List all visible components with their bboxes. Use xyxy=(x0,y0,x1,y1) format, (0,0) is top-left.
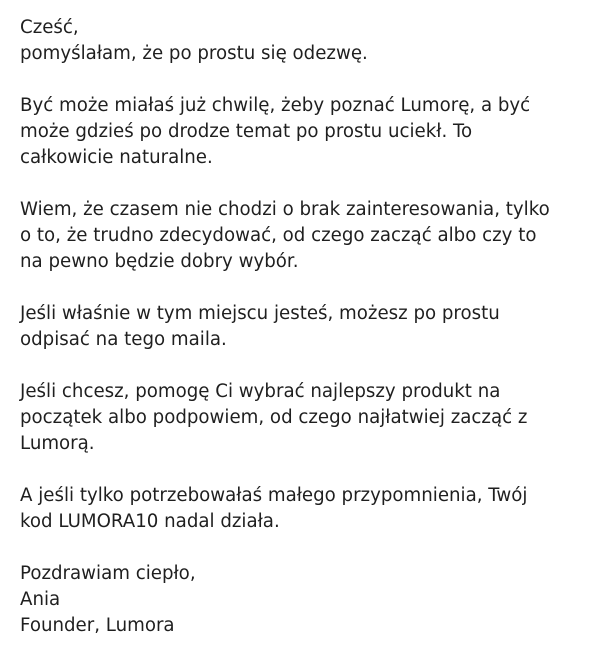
paragraph-line: o to, że trudno zdecydować, od czego zacząć albo czy to xyxy=(20,225,537,246)
paragraph-line: A jeśli tylko potrzebowałaś małego przypomnienia, Twój xyxy=(20,485,528,506)
paragraph-line: całkowicie naturalne. xyxy=(20,147,213,168)
paragraph-line: Być może miałaś już chwilę, żeby poznać Lumorę, a być xyxy=(20,95,531,116)
sender-title: Founder, Lumora xyxy=(20,615,175,636)
paragraph-line: Jeśli chcesz, pomogę Ci wybrać najlepszy produkt na xyxy=(20,381,501,402)
paragraph-discount-code xyxy=(20,483,580,535)
paragraph-help xyxy=(20,379,580,457)
paragraph-line: może gdzieś po drodze temat po prostu uciekł. To xyxy=(20,121,473,142)
paragraph-line: Lumorą. xyxy=(20,433,95,454)
paragraph-line: odpisać na tego maila. xyxy=(20,329,227,350)
paragraph-line: kod LUMORA10 nadal działa. xyxy=(20,511,280,532)
paragraph-lumora-intro xyxy=(20,93,580,171)
paragraph-line: na pewno będzie dobry wybór. xyxy=(20,251,299,272)
paragraph-line: Jeśli właśnie w tym miejscu jesteś, możesz po prostu xyxy=(20,303,500,324)
greeting: Cześć, xyxy=(20,17,79,38)
paragraph-reply xyxy=(20,301,580,353)
paragraph-decision xyxy=(20,197,580,275)
sender-name: Ania xyxy=(20,589,61,610)
signature xyxy=(20,561,580,639)
closing: Pozdrawiam ciepło, xyxy=(20,563,196,584)
intro-line: pomyślałam, że po prostu się odezwę. xyxy=(20,43,368,64)
paragraph-line: Wiem, że czasem nie chodzi o brak zainteresowania, tylko xyxy=(20,199,550,220)
paragraph-line: początek albo podpowiem, od czego najłatwiej zacząć z xyxy=(20,407,528,428)
greeting-paragraph xyxy=(20,15,580,67)
